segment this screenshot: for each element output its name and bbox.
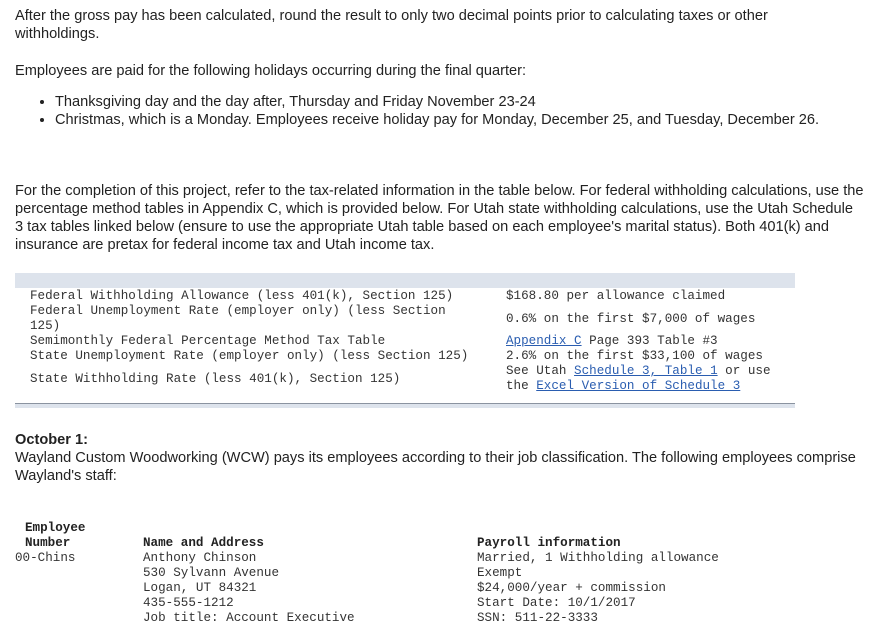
appendix-c-link[interactable]: Appendix C bbox=[506, 334, 582, 348]
schedule-3-table-1-link[interactable]: Schedule 3, Table 1 bbox=[574, 364, 718, 378]
october-text: Wayland Custom Woodworking (WCW) pays its employees according to their job classification. The following employees comprise Wayland's staff: bbox=[15, 450, 856, 484]
phone-line: 435-555-1212 bbox=[143, 596, 234, 610]
name-address-header: Name and Address bbox=[143, 536, 264, 550]
header-number: Number bbox=[25, 536, 71, 550]
excel-schedule-3-link[interactable]: Excel Version of Schedule 3 bbox=[536, 379, 741, 393]
city-line: Logan, UT 84321 bbox=[143, 581, 257, 595]
payroll-header: Payroll information bbox=[477, 536, 621, 550]
tax-row-value: 0.6% on the first $7,000 of wages bbox=[506, 311, 756, 326]
tax-row-label: Federal Unemployment Rate (employer only) (less Section 125) bbox=[30, 304, 446, 333]
employee-name-address bbox=[143, 536, 355, 626]
tax-table bbox=[15, 273, 795, 408]
tax-table-footer-bar bbox=[15, 403, 795, 408]
payroll-line: $24,000/year + commission bbox=[477, 581, 666, 595]
address-line: 530 Sylvann Avenue bbox=[143, 566, 280, 580]
tax-row-value: $168.80 per allowance claimed bbox=[506, 289, 726, 303]
tax-row bbox=[15, 334, 795, 349]
holiday-item: • Christmas, which is a Monday. Employees receive holiday pay for Monday, December 25, and Tuesday, December 26. bbox=[55, 111, 855, 129]
tax-row-label: Semimonthly Federal Percentage Method Tax Table bbox=[30, 334, 386, 348]
payroll-line: Start Date: 10/1/2017 bbox=[477, 596, 636, 610]
tax-row bbox=[15, 304, 795, 334]
payroll-line: Exempt bbox=[477, 566, 523, 580]
tax-row bbox=[15, 349, 795, 364]
holiday-list bbox=[15, 93, 855, 129]
tax-row bbox=[15, 289, 795, 304]
job-title-line: Job title: Account Executive bbox=[143, 611, 355, 625]
tax-info-paragraph: For the completion of this project, refer to the tax-related information in the table below. For federal withholding calculations, use the percentage method tables in Appendix C, which is provided below. For Utah state withholding calculations, use the Utah Schedule 3 tax tables linked below (ensure to use the appropriate Utah table based on each employee's marital status). Both 401(k) and insurance are pretax for federal income tax and Utah income tax. bbox=[15, 183, 864, 253]
payroll-line: Married, 1 Withholding allowance bbox=[477, 551, 719, 565]
tax-row-value: 2.6% on the first $33,100 of wages bbox=[506, 349, 763, 363]
see-utah-text: See Utah bbox=[506, 364, 575, 378]
tax-table-header-bar bbox=[15, 273, 795, 288]
october-heading: October 1: bbox=[15, 432, 88, 448]
or-use-text: or use bbox=[717, 364, 771, 378]
employee-number: 00-Chins bbox=[15, 551, 76, 565]
holidays-intro: Employees are paid for the following holidays occurring during the final quarter: bbox=[15, 63, 527, 79]
employee-payroll-info bbox=[477, 536, 719, 626]
tax-row-value bbox=[506, 334, 795, 349]
holiday-item: • Thanksgiving day and the day after, Thursday and Friday November 23-24 bbox=[55, 93, 855, 111]
tax-row-value bbox=[506, 364, 795, 394]
tax-row-label: State Withholding Rate (less 401(k), Section 125) bbox=[30, 371, 401, 386]
tax-row-label: Federal Withholding Allowance (less 401(k), Section 125) bbox=[30, 289, 454, 303]
rounding-instruction: After the gross pay has been calculated, round the result to only two decimal points prior to calculating taxes or other withholdings. bbox=[15, 8, 768, 42]
the-text: the bbox=[506, 379, 537, 393]
appendix-ref-text: Page 393 Table #3 bbox=[581, 334, 718, 348]
tax-row bbox=[15, 364, 795, 394]
tax-row-label: State Unemployment Rate (employer only) (less Section 125) bbox=[30, 349, 469, 363]
header-employee: Employee bbox=[25, 521, 86, 535]
name-line: Anthony Chinson bbox=[143, 551, 257, 565]
payroll-line: SSN: 511-22-3333 bbox=[477, 611, 598, 625]
employee-number-header bbox=[25, 521, 85, 551]
